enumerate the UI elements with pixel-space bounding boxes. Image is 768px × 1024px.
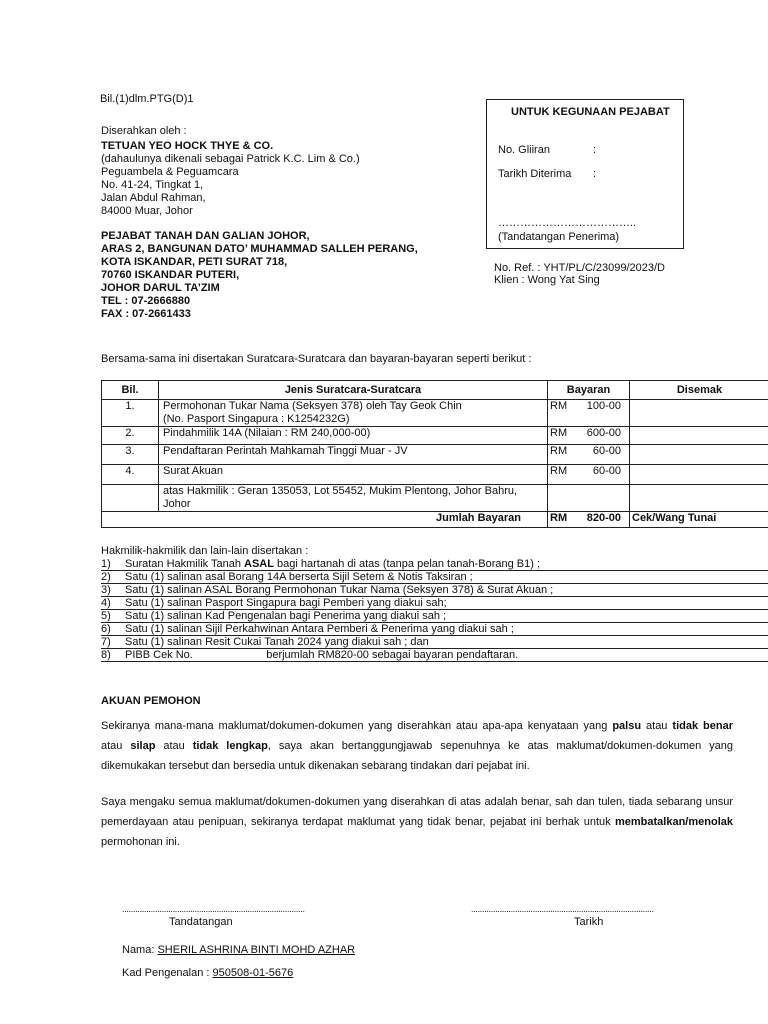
row-payment xyxy=(548,400,630,427)
para-bold-text: membatalkan/menolak xyxy=(615,816,733,828)
name-line xyxy=(122,944,355,956)
row-currency: RM xyxy=(550,445,568,457)
total-disemak: Cek/Wang Tunai xyxy=(630,512,768,528)
name-value: SHERIL ASHRINA BINTI MOHD AZHAR xyxy=(157,944,356,956)
recipient-block xyxy=(101,230,418,321)
enclosures-intro: Hakmilik-hakmilik dan lain-lain disertakan : xyxy=(101,545,309,557)
row-amount: 60-00 xyxy=(592,445,621,457)
list-item xyxy=(101,610,768,623)
row-amount: 100-00 xyxy=(586,400,621,412)
list-item xyxy=(101,571,768,584)
table-row xyxy=(102,445,768,465)
list-item-text: Satu (1) salinan ASAL Borang Permohonan Tukar Nama (Seksyen 378) & Surat Akuan ; xyxy=(125,584,554,596)
row-description: Pendaftaran Perintah Mahkamah Tinggi Muar - JV xyxy=(159,445,548,465)
client-name: Klien : Wong Yat Sing xyxy=(494,274,600,286)
row-checked xyxy=(630,445,768,465)
table-row xyxy=(102,465,768,485)
hakmilik-line: Johor xyxy=(163,498,191,510)
row-currency: RM xyxy=(550,427,568,439)
date-dots: ................................................................................... xyxy=(471,904,654,914)
recipient-line: ARAS 2, BANGUNAN DATO’ MUHAMMAD SALLEH PERANG, xyxy=(101,243,418,255)
para-text: atau xyxy=(155,740,193,752)
date-label: Tarikh xyxy=(574,916,604,928)
col-header-bil: Bil. xyxy=(102,381,159,400)
list-item-text: Satu (1) salinan asal Borang 14A berserta Sijil Setem & Notis Taksiran ; xyxy=(125,571,473,583)
total-payment xyxy=(548,512,630,528)
para-text: Saya mengaku semua maklumat/dokumen-dokumen yang diserahkan di atas adalah benar, sah dan tulen, tiada sebarang unsur pemerdayaan atau penipuan, sekiranya terdapat maklumat yang tidak benar, pejabat ini berhak untuk xyxy=(101,796,733,828)
para-text: Sekiranya mana-mana maklumat/dokumen-dokumen yang diserahkan atau apa-apa kenyataan yang xyxy=(101,720,613,732)
declaration-paragraph-1 xyxy=(101,716,733,776)
para-bold-text: tidak lengkap xyxy=(192,740,268,752)
sender-name: TETUAN YEO HOCK THYE & CO. xyxy=(101,140,274,152)
ic-line xyxy=(122,967,293,979)
hakmilik-line: atas Hakmilik : Geran 135053, Lot 55452, Mukim Plentong, Johor Bahru, xyxy=(163,485,518,497)
documents-table xyxy=(101,380,768,528)
para-text: atau xyxy=(641,720,673,732)
recipient-tel: TEL : 07-2666880 xyxy=(101,295,191,307)
signature-dots: ................................................................................... xyxy=(122,904,305,914)
row-bil: 2. xyxy=(102,427,159,445)
row-description xyxy=(159,400,548,427)
list-item xyxy=(101,584,768,597)
list-item-text-bold: ASAL xyxy=(244,558,274,570)
ic-label: Kad Pengenalan : xyxy=(122,967,213,979)
declaration-paragraph-2 xyxy=(101,792,733,852)
list-item-text-part: Suratan Hakmilik Tanah xyxy=(125,558,245,570)
list-item-text: PIBB Cek No. berjumlah RM820-00 sebagai bayaran pendaftaran. xyxy=(125,649,519,661)
row-desc-line: Permohonan Tukar Nama (Seksyen 378) oleh Tay Geok Chin xyxy=(163,400,462,412)
row-checked xyxy=(630,465,768,485)
total-currency: RM xyxy=(550,512,568,524)
para-text: permohonan ini. xyxy=(101,836,180,848)
list-item-text-part: bagi hartanah di atas (tanpa pelan tanah-Borang B1) ; xyxy=(273,558,541,570)
total-label: Jumlah Bayaran xyxy=(102,512,548,528)
list-item-text: Satu (1) salinan Resit Cukai Tanah 2024 yang diakui sah ; dan xyxy=(125,636,429,648)
empty-cell xyxy=(548,485,630,512)
list-item-number: 4) xyxy=(101,597,111,609)
total-row xyxy=(102,512,768,528)
list-item xyxy=(101,623,768,636)
row-currency: RM xyxy=(550,400,568,412)
list-item xyxy=(101,558,768,571)
para-text: atau xyxy=(101,740,131,752)
row-amount: 600-00 xyxy=(586,427,621,439)
sender-line: 84000 Muar, Johor xyxy=(101,205,193,217)
office-signature-label: (Tandatangan Penerima) xyxy=(498,231,620,243)
row-payment xyxy=(548,465,630,485)
sender-block xyxy=(101,140,360,218)
recipient-line: KOTA ISKANDAR, PETI SURAT 718, xyxy=(101,256,288,268)
col-header-bayaran: Bayaran xyxy=(548,381,630,400)
row-currency: RM xyxy=(550,465,568,477)
recipient-fax: FAX : 07-2661433 xyxy=(101,308,191,320)
ic-value: 950508-01-5676 xyxy=(212,967,294,979)
signature-label: Tandatangan xyxy=(169,916,233,928)
empty-cell xyxy=(102,485,159,512)
declaration-title: AKUAN PEMOHON xyxy=(101,695,201,707)
no-giliran-colon: : xyxy=(593,144,597,156)
row-checked xyxy=(630,400,768,427)
table-header-row xyxy=(102,381,768,400)
list-item-text xyxy=(125,558,768,570)
list-item-text: Satu (1) salinan Sijil Perkahwinan Antara Pemberi & Penerima yang diakui sah ; xyxy=(125,623,514,635)
row-bil: 4. xyxy=(102,465,159,485)
sender-line: Peguambela & Peguamcara xyxy=(101,166,239,178)
para-bold-text: silap xyxy=(130,740,156,752)
list-item xyxy=(101,649,768,662)
list-item-number: 2) xyxy=(101,571,111,583)
submitted-by-label: Diserahkan oleh : xyxy=(101,125,187,137)
recipient-line: 70760 ISKANDAR PUTERI, xyxy=(101,269,240,281)
list-item-number: 8) xyxy=(101,649,111,661)
office-box-title: UNTUK KEGUNAAN PEJABAT xyxy=(511,106,670,118)
no-giliran-label: No. Gliiran xyxy=(498,144,550,156)
list-item-text: Satu (1) salinan Pasport Singapura bagi Pemberi yang diakui sah; xyxy=(125,597,447,609)
intro-text: Bersama-sama ini disertakan Suratcara-Suratcara dan bayaran-bayaran seperti berikut : xyxy=(101,353,532,365)
list-item-number: 1) xyxy=(101,558,111,570)
list-item-number: 5) xyxy=(101,610,111,622)
hakmilik-description xyxy=(159,485,548,512)
reference-number: No. Ref. : YHT/PL/C/23099/2023/D xyxy=(494,262,665,274)
list-item-number: 6) xyxy=(101,623,111,635)
col-header-disemak: Disemak xyxy=(630,381,768,400)
office-use-box xyxy=(486,99,684,249)
hakmilik-row xyxy=(102,485,768,512)
row-bil: 3. xyxy=(102,445,159,465)
sender-line: No. 41-24, Tingkat 1, xyxy=(101,179,204,191)
list-item xyxy=(101,597,768,610)
tarikh-diterima-colon: : xyxy=(593,168,597,180)
office-signature-dots: ……………………………….. xyxy=(498,217,637,229)
row-bil: 1. xyxy=(102,400,159,427)
recipient-line: PEJABAT TANAH DAN GALIAN JOHOR, xyxy=(101,230,310,242)
list-item-number: 3) xyxy=(101,584,111,596)
row-payment xyxy=(548,427,630,445)
para-bold-text: tidak benar xyxy=(672,720,734,732)
table-row xyxy=(102,427,768,445)
list-item xyxy=(101,636,768,649)
empty-cell xyxy=(630,485,768,512)
col-header-jenis: Jenis Suratcara-Suratcara xyxy=(159,381,548,400)
row-desc-line: (No. Pasport Singapura : K1254232G) xyxy=(163,413,350,425)
row-payment xyxy=(548,445,630,465)
recipient-line: JOHOR DARUL TA’ZIM xyxy=(101,282,220,294)
para-bold-text: palsu xyxy=(612,720,642,732)
sender-line: Jalan Abdul Rahman, xyxy=(101,192,206,204)
para-text: , saya akan bertanggungjawab sepenuhnya ke atas maklumat/dokumen-dokumen yang dikemukakan tersebut dan bersedia untuk dikenakan sebarang tindakan dari pejabat ini. xyxy=(101,740,734,772)
list-item-number: 7) xyxy=(101,636,111,648)
list-item-text: Satu (1) salinan Kad Pengenalan bagi Penerima yang diakui sah ; xyxy=(125,610,447,622)
row-description: Surat Akuan xyxy=(159,465,548,485)
name-label: Nama: xyxy=(122,944,158,956)
total-amount: 820-00 xyxy=(586,512,621,524)
sender-line: (dahaulunya dikenali sebagai Patrick K.C. Lim & Co.) xyxy=(101,153,360,165)
tarikh-diterima-label: Tarikh Diterima xyxy=(498,168,572,180)
reference-code: Bil.(1)dlm.PTG(D)1 xyxy=(100,93,194,105)
row-checked xyxy=(630,427,768,445)
row-amount: 60-00 xyxy=(592,465,621,477)
row-description: Pindahmilik 14A (Nilaian : RM 240,000-00) xyxy=(159,427,548,445)
table-row xyxy=(102,400,768,427)
